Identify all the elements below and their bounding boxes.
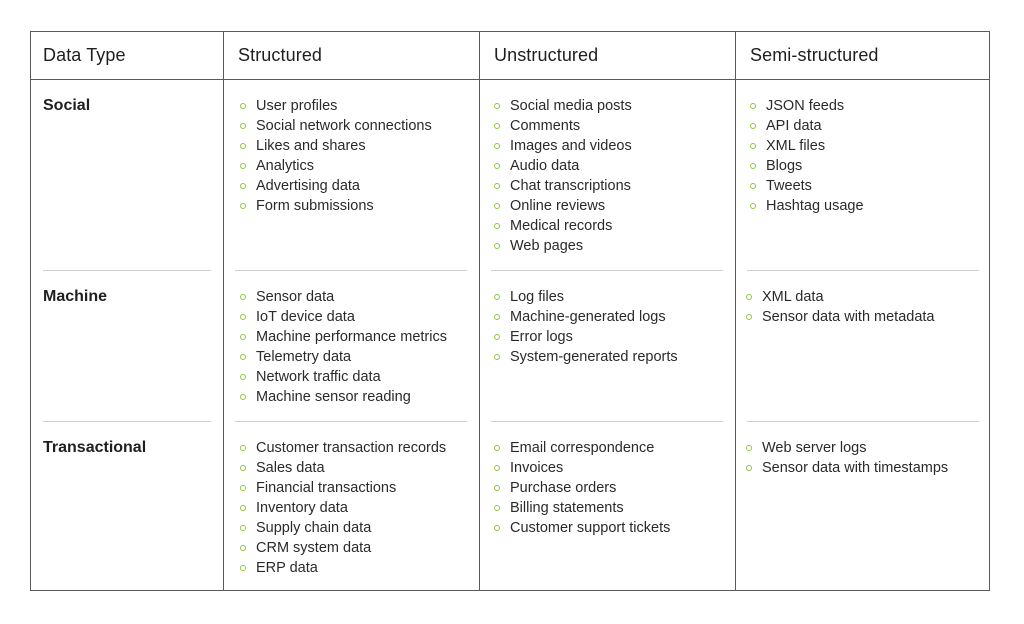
- list-item: [490, 347, 678, 367]
- list-item-label: Error logs: [510, 329, 573, 345]
- list-item: [490, 307, 678, 327]
- list-item-label: Log files: [510, 289, 565, 305]
- circle-bullet-icon: [750, 203, 756, 209]
- list-item-label: Images and videos: [510, 138, 632, 154]
- list-item: [236, 156, 432, 176]
- list-item-label: XML files: [766, 138, 826, 154]
- column-divider: [479, 32, 480, 590]
- list-item-label: IoT device data: [256, 309, 355, 325]
- list-item-label: JSON feeds: [766, 98, 845, 114]
- circle-bullet-icon: [240, 314, 246, 320]
- list-item: [236, 478, 446, 498]
- circle-bullet-icon: [240, 334, 246, 340]
- list-item: [236, 307, 447, 327]
- list-item: [236, 498, 446, 518]
- list-item: [742, 287, 935, 307]
- circle-bullet-icon: [494, 485, 500, 491]
- list-item-label: Purchase orders: [510, 480, 617, 496]
- list-item: [490, 438, 670, 458]
- list-item-label: Machine-generated logs: [510, 309, 666, 325]
- list-item: [746, 116, 864, 136]
- list-item: [236, 387, 447, 407]
- circle-bullet-icon: [494, 354, 500, 360]
- list-item: [490, 96, 632, 116]
- list-item: [236, 196, 432, 216]
- cell-machine-structured: [236, 287, 447, 407]
- circle-bullet-icon: [240, 505, 246, 511]
- list-item-label: ERP data: [256, 560, 318, 576]
- list-item: [490, 518, 670, 538]
- row-separator: [491, 270, 723, 271]
- circle-bullet-icon: [240, 465, 246, 471]
- circle-bullet-icon: [746, 465, 752, 471]
- list-item: [490, 498, 670, 518]
- circle-bullet-icon: [750, 123, 756, 129]
- list-item: [236, 136, 432, 156]
- circle-bullet-icon: [750, 183, 756, 189]
- list-item: [236, 538, 446, 558]
- row-separator: [747, 421, 979, 422]
- circle-bullet-icon: [240, 445, 246, 451]
- row-label-transactional: Transactional: [43, 439, 147, 456]
- cell-social-structured: [236, 96, 432, 216]
- list-item: [490, 156, 632, 176]
- list-item: [490, 287, 678, 307]
- header-divider: [31, 79, 989, 80]
- header-structured: Structured: [238, 45, 323, 65]
- circle-bullet-icon: [494, 314, 500, 320]
- list-item-label: Advertising data: [256, 178, 360, 194]
- list-item: [236, 558, 446, 578]
- row-label-machine: Machine: [43, 288, 108, 305]
- list-item: [490, 478, 670, 498]
- list-item: [742, 307, 935, 327]
- list-item-label: Customer transaction records: [256, 440, 447, 456]
- circle-bullet-icon: [240, 354, 246, 360]
- circle-bullet-icon: [494, 243, 500, 249]
- circle-bullet-icon: [746, 314, 752, 320]
- circle-bullet-icon: [750, 163, 756, 169]
- circle-bullet-icon: [240, 183, 246, 189]
- data-types-table: [30, 31, 990, 591]
- list-item-label: Comments: [510, 118, 581, 134]
- list-item: [236, 458, 446, 478]
- circle-bullet-icon: [240, 545, 246, 551]
- circle-bullet-icon: [494, 505, 500, 511]
- list-item: [746, 136, 864, 156]
- list-item-label: Email correspondence: [510, 440, 655, 456]
- list-item-label: User profiles: [256, 98, 338, 114]
- circle-bullet-icon: [746, 445, 752, 451]
- list-item: [236, 287, 447, 307]
- column-divider: [223, 32, 224, 590]
- list-item-label: Online reviews: [510, 198, 606, 214]
- list-item-label: Analytics: [256, 158, 315, 174]
- row-separator: [491, 421, 723, 422]
- list-item: [490, 136, 632, 156]
- circle-bullet-icon: [494, 294, 500, 300]
- list-item-label: Machine sensor reading: [256, 389, 411, 405]
- list-item: [236, 518, 446, 538]
- list-item: [236, 438, 446, 458]
- circle-bullet-icon: [240, 525, 246, 531]
- list-item-label: Web pages: [510, 238, 584, 254]
- circle-bullet-icon: [750, 103, 756, 109]
- list-item: [236, 327, 447, 347]
- list-item-label: CRM system data: [256, 540, 372, 556]
- list-item-label: Blogs: [766, 158, 803, 174]
- circle-bullet-icon: [240, 203, 246, 209]
- circle-bullet-icon: [240, 294, 246, 300]
- header-data-type: Data Type: [43, 45, 126, 65]
- cell-machine-semi: [742, 287, 935, 327]
- list-item: [742, 458, 948, 478]
- cell-social-semi: [746, 96, 864, 216]
- list-item-label: Billing statements: [510, 500, 624, 516]
- circle-bullet-icon: [240, 163, 246, 169]
- list-item-label: Social network connections: [256, 118, 432, 134]
- list-item-label: Sales data: [256, 460, 325, 476]
- list-item-label: XML data: [762, 289, 824, 305]
- list-item-label: Supply chain data: [256, 520, 372, 536]
- column-divider: [735, 32, 736, 590]
- list-item-label: Likes and shares: [256, 138, 366, 154]
- circle-bullet-icon: [240, 143, 246, 149]
- list-item: [746, 156, 864, 176]
- list-item: [746, 196, 864, 216]
- list-item: [746, 176, 864, 196]
- list-item-label: Audio data: [510, 158, 580, 174]
- list-item: [490, 116, 632, 136]
- circle-bullet-icon: [494, 525, 500, 531]
- list-item-label: Telemetry data: [256, 349, 352, 365]
- header-unstructured: Unstructured: [494, 45, 599, 65]
- cell-transactional-semi: [742, 438, 948, 478]
- row-label-social: Social: [43, 97, 91, 114]
- list-item: [236, 176, 432, 196]
- list-item-label: Sensor data with metadata: [762, 309, 935, 325]
- list-item-label: Inventory data: [256, 500, 348, 516]
- list-item: [236, 116, 432, 136]
- circle-bullet-icon: [240, 565, 246, 571]
- circle-bullet-icon: [494, 183, 500, 189]
- list-item-label: Form submissions: [256, 198, 374, 214]
- row-separator: [43, 421, 211, 422]
- circle-bullet-icon: [240, 103, 246, 109]
- list-item-label: Medical records: [510, 218, 613, 234]
- cell-transactional-unstructured: [490, 438, 670, 538]
- circle-bullet-icon: [494, 203, 500, 209]
- header-semi-structured: Semi-structured: [750, 45, 879, 65]
- circle-bullet-icon: [494, 123, 500, 129]
- circle-bullet-icon: [240, 394, 246, 400]
- list-item-label: Sensor data with timestamps: [762, 460, 949, 476]
- cell-transactional-structured: [236, 438, 446, 578]
- list-item-label: Sensor data: [256, 289, 335, 305]
- circle-bullet-icon: [494, 103, 500, 109]
- cell-social-unstructured: [490, 96, 632, 256]
- circle-bullet-icon: [240, 374, 246, 380]
- list-item: [236, 347, 447, 367]
- circle-bullet-icon: [746, 294, 752, 300]
- list-item-label: Invoices: [510, 460, 564, 476]
- list-item: [490, 458, 670, 478]
- circle-bullet-icon: [494, 163, 500, 169]
- circle-bullet-icon: [494, 334, 500, 340]
- circle-bullet-icon: [494, 143, 500, 149]
- circle-bullet-icon: [494, 465, 500, 471]
- list-item: [746, 96, 864, 116]
- list-item: [490, 327, 678, 347]
- list-item: [490, 176, 632, 196]
- circle-bullet-icon: [240, 123, 246, 129]
- list-item: [742, 438, 948, 458]
- circle-bullet-icon: [494, 223, 500, 229]
- circle-bullet-icon: [494, 445, 500, 451]
- list-item: [490, 196, 632, 216]
- list-item: [236, 367, 447, 387]
- row-separator: [747, 270, 979, 271]
- cell-machine-unstructured: [490, 287, 678, 367]
- list-item-label: Customer support tickets: [510, 520, 671, 536]
- circle-bullet-icon: [240, 485, 246, 491]
- list-item-label: Financial transactions: [256, 480, 397, 496]
- list-item-label: Web server logs: [762, 440, 867, 456]
- list-item-label: Hashtag usage: [766, 198, 864, 214]
- list-item: [490, 216, 632, 236]
- list-item-label: Tweets: [766, 178, 812, 194]
- list-item: [236, 96, 432, 116]
- list-item-label: Chat transcriptions: [510, 178, 631, 194]
- list-item-label: Network traffic data: [256, 369, 381, 385]
- circle-bullet-icon: [750, 143, 756, 149]
- row-separator: [235, 421, 467, 422]
- list-item-label: Social media posts: [510, 98, 632, 114]
- list-item-label: Machine performance metrics: [256, 329, 447, 345]
- list-item-label: System-generated reports: [510, 349, 678, 365]
- list-item-label: API data: [766, 118, 822, 134]
- list-item: [490, 236, 632, 256]
- row-separator: [235, 270, 467, 271]
- row-separator: [43, 270, 211, 271]
